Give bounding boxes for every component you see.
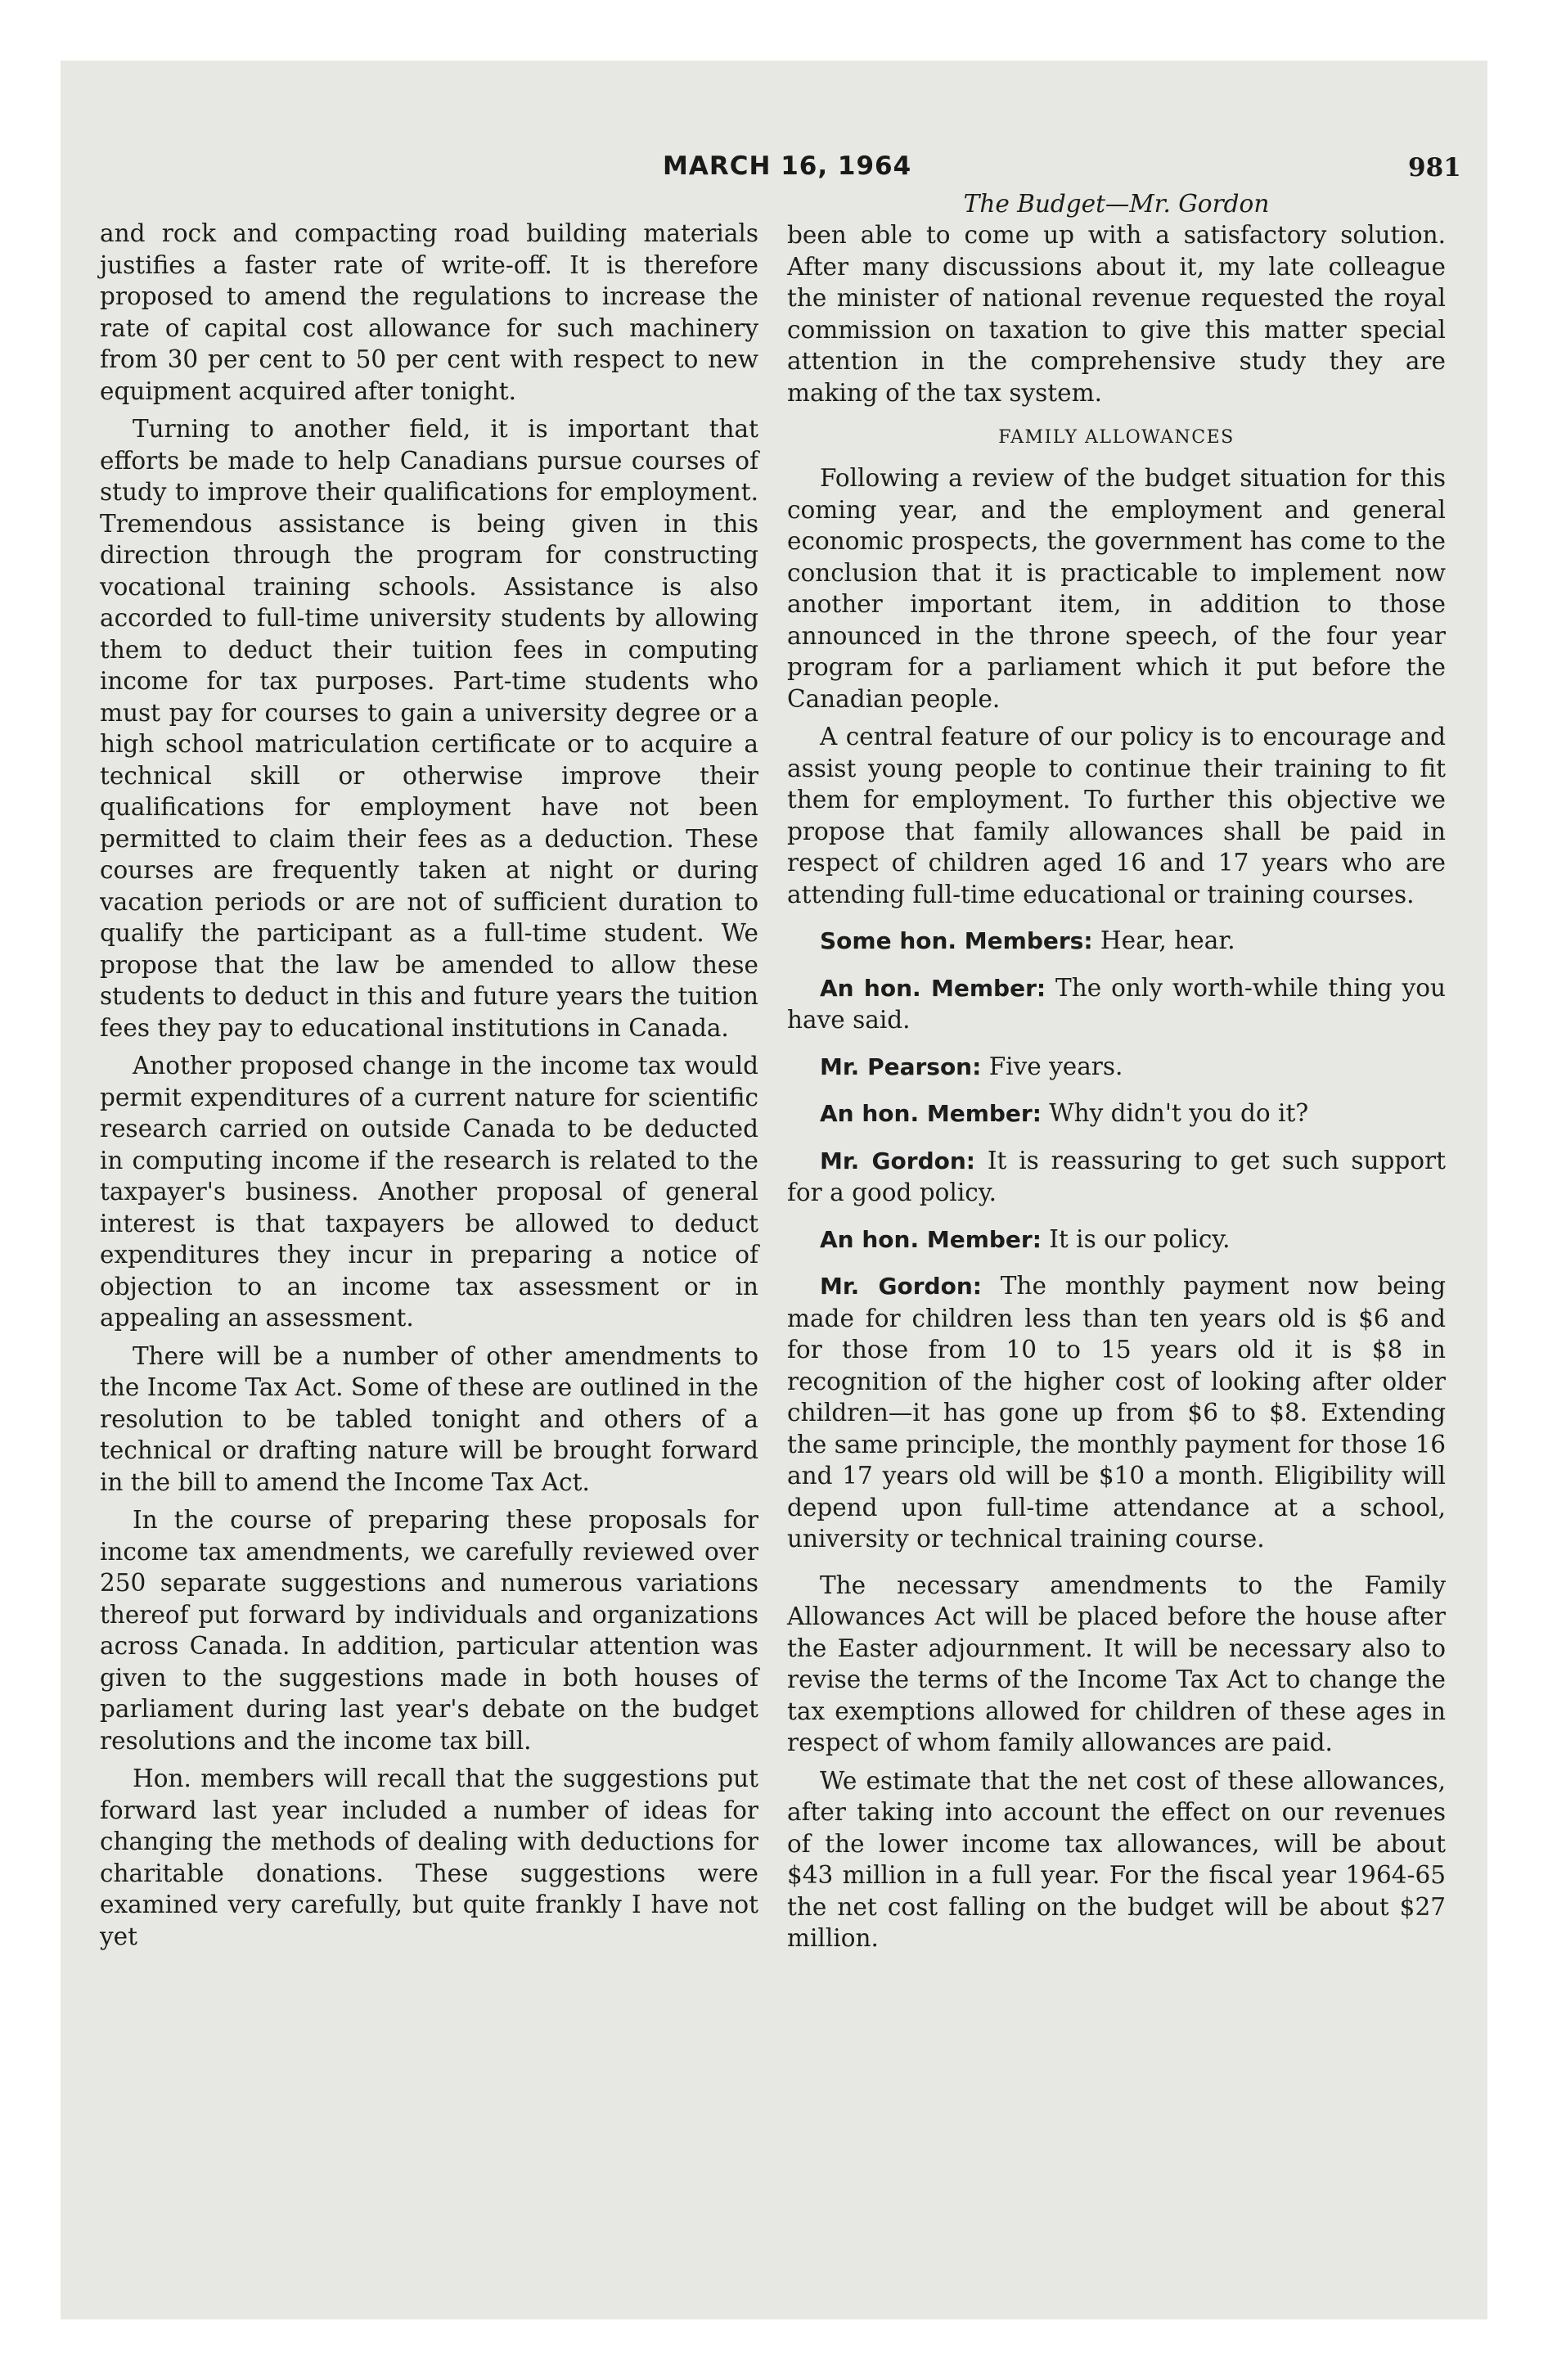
paragraph: We estimate that the net cost of these allowances, after taking into account the effect on our revenues of the lower income tax allowances, will be about $43 million in a full year. For the fiscal year 1964-65 the net cost falling on the budget will be about $27 million. bbox=[787, 1766, 1446, 1952]
paragraph: Turning to another field, it is important that efforts be made to help Canadians pursue courses of study to improve their qualifications for employment. Tremendous assistance is being given in this direction through the program for constructing vocational training schools. Assistance is also accorded to full-time university students by allowing them to deduct their tuition fees in computing income for tax purposes. Part-time students who must pay for courses to gain a university degree or a high school matriculation certificate or to acquire a technical skill or otherwise improve their qualifications for employment have not been permitted to claim their fees as a deduction. These courses are frequently taken at night or during vacation periods or are not of sufficient duration to qualify the participant as a full-time student. We propose that the law be amended to allow these students to deduct in this and future years the tuition fees they pay to educational institutions in Canada. bbox=[100, 415, 758, 1042]
speech-text: The only worth-while thing you have said. bbox=[787, 973, 1446, 1034]
speaker-name: Some hon. Members: bbox=[820, 927, 1093, 954]
paragraph: A central feature of our policy is to encourage and assist young people to continue their training to fit them for employment. To further this objective we propose that family allowances shall be paid in respect of children aged 16 and 17 years who are attending full-time educational or training courses. bbox=[787, 723, 1446, 908]
speaker-name: Mr. Pearson: bbox=[820, 1053, 982, 1080]
left-column bbox=[100, 218, 758, 1959]
speaker-name: An hon. Member: bbox=[820, 1225, 1042, 1253]
paragraph: There will be a number of other amendments to the Income Tax Act. Some of these are outlined in the resolution to be tabled tonight and others of a technical or drafting nature will be brought forward in the bill to amend the Income Tax Act. bbox=[100, 1341, 758, 1496]
speech-turn bbox=[787, 1098, 1446, 1130]
speech-turn bbox=[787, 1224, 1446, 1256]
speech-text: Why didn't you do it? bbox=[1041, 1099, 1309, 1127]
speech-text: It is our policy. bbox=[1041, 1224, 1231, 1253]
speech-turn bbox=[787, 1145, 1446, 1209]
speech-turn bbox=[787, 1051, 1446, 1084]
paragraph: been able to come up with a satisfactory solution. After many discussions about it, my late colleague the minister of national revenue requested the royal commission on taxation to give this matter special attention in the comprehensive study they are making of the tax system. bbox=[787, 221, 1446, 407]
page-number: 981 bbox=[1408, 153, 1461, 183]
speech-text: Hear, hear. bbox=[1092, 926, 1235, 954]
speaker-name: An hon. Member: bbox=[820, 974, 1046, 1002]
paragraph: The necessary amendments to the Family Allowances Act will be placed before the house after the Easter adjournment. It will be necessary also to revise the terms of the Income Tax Act to change the tax exemptions allowed for children of these ages in respect of whom family allowances are paid. bbox=[787, 1571, 1446, 1756]
paragraph: Hon. members will recall that the suggestions put forward last year included a number of ideas for changing the methods of dealing with deductions for charitable donations. These suggestions were examined very carefully, but quite frankly I have not yet bbox=[100, 1765, 758, 1950]
speech-turn bbox=[787, 925, 1446, 958]
right-column bbox=[787, 188, 1446, 1961]
page-date: MARCH 16, 1964 bbox=[663, 151, 912, 181]
speech-turn bbox=[787, 972, 1446, 1036]
speech-turn bbox=[787, 1270, 1446, 1555]
paragraph: Another proposed change in the income tax would permit expenditures of a current nature for scientific research carried on outside Canada to be deducted in computing income if the research is related to the taxpayer's business. Another proposal of general interest is that taxpayers be allowed to deduct expenditures they incur in preparing a notice of objection to an income tax assessment or in appealing an assessment. bbox=[100, 1052, 758, 1332]
speech-text: The monthly payment now being made for children less than ten years old is $6 and for those from 10 to 15 years old it is $8 in recognition of the higher cost of looking after older children—it has gone up from $6 to $8. Extending the same principle, the monthly payment for those 16 and 17 years old will be $10 a month. Eligibility will depend upon full-time attendance at a school, university or technical training course. bbox=[787, 1272, 1446, 1553]
paragraph: Following a review of the budget situation for this coming year, and the employment and general economic prospects, the government has come to the conclusion that it is practicable to implement now another important item, in addition to those announced in the throne speech, of the four year program for a parliament which it put before the Canadian people. bbox=[787, 464, 1446, 713]
paragraph: In the course of preparing these proposals for income tax amendments, we carefully reviewed over 250 separate suggestions and numerous variations thereof put forward by individuals and organizations across Canada. In addition, particular attention was given to the suggestions made in both houses of parliament during last year's debate on the budget resolutions and the income tax bill. bbox=[100, 1506, 758, 1755]
paragraph: and rock and compacting road building materials justifies a faster rate of write-off. It is therefore proposed to amend the regulations to increase the rate of capital cost allowance for such machinery from 30 per cent to 50 per cent with respect to new equipment acquired after tonight. bbox=[100, 219, 758, 405]
running-head: The Budget—Mr. Gordon bbox=[963, 190, 1270, 218]
speaker-name: An hon. Member: bbox=[820, 1100, 1042, 1127]
speech-text: It is reassuring to get such support for a good policy. bbox=[787, 1146, 1446, 1206]
speaker-name: Mr. Gordon: bbox=[820, 1273, 982, 1300]
speaker-name: Mr. Gordon: bbox=[820, 1147, 975, 1174]
speech-text: Five years. bbox=[981, 1052, 1123, 1080]
section-heading: FAMILY ALLOWANCES bbox=[998, 427, 1235, 448]
